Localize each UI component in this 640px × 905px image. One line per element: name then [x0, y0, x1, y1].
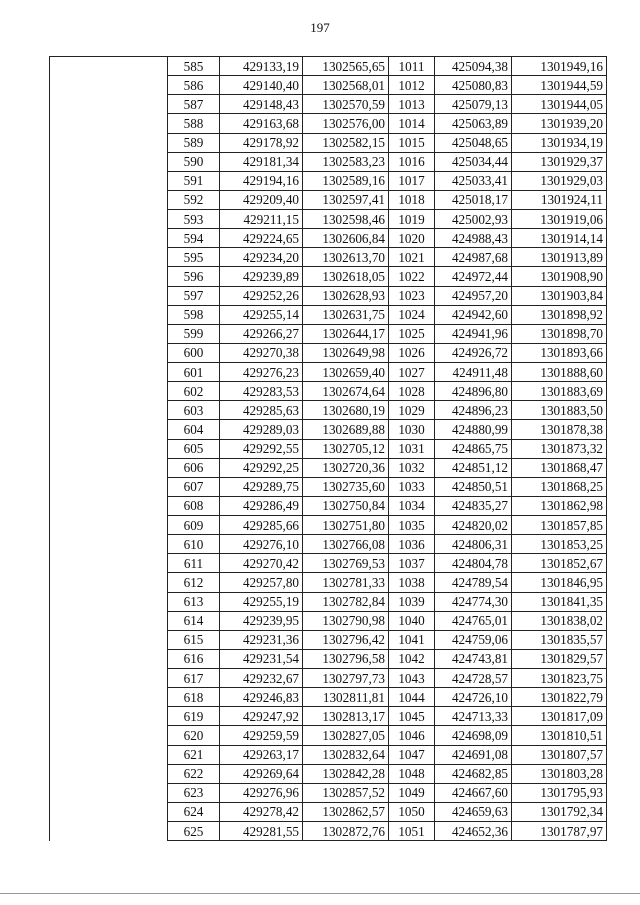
- point-number-cell: 585: [168, 57, 220, 76]
- point-number-cell: 1020: [389, 229, 435, 248]
- y-coordinate-cell: 1301835,57: [512, 630, 607, 649]
- point-number-cell: 619: [168, 707, 220, 726]
- x-coordinate-cell: 424972,44: [435, 267, 512, 286]
- y-coordinate-cell: 1301883,50: [512, 401, 607, 420]
- x-coordinate-cell: 429276,10: [220, 535, 303, 554]
- x-coordinate-cell: 424942,60: [435, 305, 512, 324]
- point-number-cell: 603: [168, 401, 220, 420]
- x-coordinate-cell: 429292,25: [220, 458, 303, 477]
- y-coordinate-cell: 1302589,16: [303, 171, 389, 190]
- point-number-cell: 605: [168, 439, 220, 458]
- y-coordinate-cell: 1302597,41: [303, 190, 389, 209]
- y-coordinate-cell: 1301929,03: [512, 171, 607, 190]
- x-coordinate-cell: 425094,38: [435, 57, 512, 76]
- y-coordinate-cell: 1302832,64: [303, 745, 389, 764]
- y-coordinate-cell: 1302659,40: [303, 363, 389, 382]
- y-coordinate-cell: 1302811,81: [303, 688, 389, 707]
- y-coordinate-cell: 1302570,59: [303, 95, 389, 114]
- empty-left-cell: [50, 57, 168, 841]
- point-number-cell: 1016: [389, 152, 435, 171]
- y-coordinate-cell: 1302598,46: [303, 210, 389, 229]
- y-coordinate-cell: 1301838,02: [512, 611, 607, 630]
- y-coordinate-cell: 1302750,84: [303, 496, 389, 515]
- y-coordinate-cell: 1302568,01: [303, 76, 389, 95]
- y-coordinate-cell: 1301803,28: [512, 764, 607, 783]
- x-coordinate-cell: 429178,92: [220, 133, 303, 152]
- point-number-cell: 591: [168, 171, 220, 190]
- x-coordinate-cell: 424896,23: [435, 401, 512, 420]
- y-coordinate-cell: 1301868,47: [512, 458, 607, 477]
- y-coordinate-cell: 1302565,65: [303, 57, 389, 76]
- point-number-cell: 1021: [389, 248, 435, 267]
- y-coordinate-cell: 1302796,58: [303, 649, 389, 668]
- point-number-cell: 1051: [389, 822, 435, 841]
- x-coordinate-cell: 424850,51: [435, 477, 512, 496]
- x-coordinate-cell: 424691,08: [435, 745, 512, 764]
- x-coordinate-cell: 429276,23: [220, 363, 303, 382]
- point-number-cell: 623: [168, 783, 220, 802]
- x-coordinate-cell: 425018,17: [435, 190, 512, 209]
- x-coordinate-cell: 424726,10: [435, 688, 512, 707]
- point-number-cell: 586: [168, 76, 220, 95]
- y-coordinate-cell: 1301795,93: [512, 783, 607, 802]
- x-coordinate-cell: 429289,75: [220, 477, 303, 496]
- y-coordinate-cell: 1302782,84: [303, 592, 389, 611]
- x-coordinate-cell: 424728,57: [435, 669, 512, 688]
- x-coordinate-cell: 424682,85: [435, 764, 512, 783]
- x-coordinate-cell: 429278,42: [220, 802, 303, 821]
- x-coordinate-cell: 429252,26: [220, 286, 303, 305]
- point-number-cell: 598: [168, 305, 220, 324]
- y-coordinate-cell: 1301846,95: [512, 573, 607, 592]
- x-coordinate-cell: 429283,53: [220, 382, 303, 401]
- x-coordinate-cell: 424835,27: [435, 496, 512, 515]
- x-coordinate-cell: 429148,43: [220, 95, 303, 114]
- x-coordinate-cell: 429289,03: [220, 420, 303, 439]
- x-coordinate-cell: 425079,13: [435, 95, 512, 114]
- x-coordinate-cell: 429209,40: [220, 190, 303, 209]
- x-coordinate-cell: 429224,65: [220, 229, 303, 248]
- point-number-cell: 1049: [389, 783, 435, 802]
- y-coordinate-cell: 1301878,38: [512, 420, 607, 439]
- x-coordinate-cell: 424820,02: [435, 516, 512, 535]
- x-coordinate-cell: 429270,42: [220, 554, 303, 573]
- point-number-cell: 604: [168, 420, 220, 439]
- x-coordinate-cell: 424941,96: [435, 324, 512, 343]
- point-number-cell: 612: [168, 573, 220, 592]
- x-coordinate-cell: 424880,99: [435, 420, 512, 439]
- x-coordinate-cell: 429281,55: [220, 822, 303, 841]
- y-coordinate-cell: 1302649,98: [303, 343, 389, 362]
- point-number-cell: 602: [168, 382, 220, 401]
- x-coordinate-cell: 424659,63: [435, 802, 512, 821]
- y-coordinate-cell: 1301944,05: [512, 95, 607, 114]
- y-coordinate-cell: 1302705,12: [303, 439, 389, 458]
- point-number-cell: 1019: [389, 210, 435, 229]
- x-coordinate-cell: 424988,43: [435, 229, 512, 248]
- y-coordinate-cell: 1301913,89: [512, 248, 607, 267]
- y-coordinate-cell: 1302842,28: [303, 764, 389, 783]
- y-coordinate-cell: 1301883,69: [512, 382, 607, 401]
- y-coordinate-cell: 1301841,35: [512, 592, 607, 611]
- point-number-cell: 595: [168, 248, 220, 267]
- y-coordinate-cell: 1302766,08: [303, 535, 389, 554]
- x-coordinate-cell: 429270,38: [220, 343, 303, 362]
- point-number-cell: 625: [168, 822, 220, 841]
- y-coordinate-cell: 1302862,57: [303, 802, 389, 821]
- x-coordinate-cell: 425080,83: [435, 76, 512, 95]
- point-number-cell: 601: [168, 363, 220, 382]
- x-coordinate-cell: 429259,59: [220, 726, 303, 745]
- y-coordinate-cell: 1302582,15: [303, 133, 389, 152]
- y-coordinate-cell: 1302674,64: [303, 382, 389, 401]
- point-number-cell: 1013: [389, 95, 435, 114]
- y-coordinate-cell: 1301944,59: [512, 76, 607, 95]
- x-coordinate-cell: 424667,60: [435, 783, 512, 802]
- point-number-cell: 597: [168, 286, 220, 305]
- point-number-cell: 610: [168, 535, 220, 554]
- x-coordinate-cell: 424713,33: [435, 707, 512, 726]
- point-number-cell: 611: [168, 554, 220, 573]
- point-number-cell: 1047: [389, 745, 435, 764]
- y-coordinate-cell: 1302618,05: [303, 267, 389, 286]
- point-number-cell: 593: [168, 210, 220, 229]
- x-coordinate-cell: 425033,41: [435, 171, 512, 190]
- y-coordinate-cell: 1302689,88: [303, 420, 389, 439]
- y-coordinate-cell: 1301823,75: [512, 669, 607, 688]
- point-number-cell: 600: [168, 343, 220, 362]
- x-coordinate-cell: 429246,83: [220, 688, 303, 707]
- x-coordinate-cell: 424865,75: [435, 439, 512, 458]
- point-number-cell: 590: [168, 152, 220, 171]
- point-number-cell: 1035: [389, 516, 435, 535]
- y-coordinate-cell: 1302872,76: [303, 822, 389, 841]
- y-coordinate-cell: 1301787,97: [512, 822, 607, 841]
- point-number-cell: 1033: [389, 477, 435, 496]
- x-coordinate-cell: 429255,14: [220, 305, 303, 324]
- y-coordinate-cell: 1301822,79: [512, 688, 607, 707]
- y-coordinate-cell: 1302751,80: [303, 516, 389, 535]
- x-coordinate-cell: 429181,34: [220, 152, 303, 171]
- point-number-cell: 587: [168, 95, 220, 114]
- y-coordinate-cell: 1301898,70: [512, 324, 607, 343]
- x-coordinate-cell: 425048,65: [435, 133, 512, 152]
- y-coordinate-cell: 1302583,23: [303, 152, 389, 171]
- point-number-cell: 609: [168, 516, 220, 535]
- point-number-cell: 1024: [389, 305, 435, 324]
- y-coordinate-cell: 1301857,85: [512, 516, 607, 535]
- point-number-cell: 1043: [389, 669, 435, 688]
- x-coordinate-cell: 429257,80: [220, 573, 303, 592]
- point-number-cell: 1030: [389, 420, 435, 439]
- x-coordinate-cell: 429163,68: [220, 114, 303, 133]
- x-coordinate-cell: 424789,54: [435, 573, 512, 592]
- x-coordinate-cell: 424774,30: [435, 592, 512, 611]
- x-coordinate-cell: 425002,93: [435, 210, 512, 229]
- point-number-cell: 1018: [389, 190, 435, 209]
- x-coordinate-cell: 425063,89: [435, 114, 512, 133]
- y-coordinate-cell: 1302797,73: [303, 669, 389, 688]
- x-coordinate-cell: 429255,19: [220, 592, 303, 611]
- y-coordinate-cell: 1301903,84: [512, 286, 607, 305]
- x-coordinate-cell: 429239,95: [220, 611, 303, 630]
- point-number-cell: 1036: [389, 535, 435, 554]
- point-number-cell: 613: [168, 592, 220, 611]
- y-coordinate-cell: 1301919,06: [512, 210, 607, 229]
- point-number-cell: 1022: [389, 267, 435, 286]
- y-coordinate-cell: 1301852,67: [512, 554, 607, 573]
- x-coordinate-cell: 424851,12: [435, 458, 512, 477]
- y-coordinate-cell: 1302813,17: [303, 707, 389, 726]
- y-coordinate-cell: 1301810,51: [512, 726, 607, 745]
- point-number-cell: 1014: [389, 114, 435, 133]
- point-number-cell: 606: [168, 458, 220, 477]
- x-coordinate-cell: 429285,63: [220, 401, 303, 420]
- point-number-cell: 615: [168, 630, 220, 649]
- point-number-cell: 1037: [389, 554, 435, 573]
- y-coordinate-cell: 1301893,66: [512, 343, 607, 362]
- table-row: [50, 57, 607, 76]
- point-number-cell: 1039: [389, 592, 435, 611]
- point-number-cell: 607: [168, 477, 220, 496]
- point-number-cell: 1011: [389, 57, 435, 76]
- y-coordinate-cell: 1302613,70: [303, 248, 389, 267]
- x-coordinate-cell: 424987,68: [435, 248, 512, 267]
- x-coordinate-cell: 424743,81: [435, 649, 512, 668]
- y-coordinate-cell: 1301898,92: [512, 305, 607, 324]
- y-coordinate-cell: 1302827,05: [303, 726, 389, 745]
- y-coordinate-cell: 1301862,98: [512, 496, 607, 515]
- point-number-cell: 1026: [389, 343, 435, 362]
- point-number-cell: 1028: [389, 382, 435, 401]
- x-coordinate-cell: 429269,64: [220, 764, 303, 783]
- y-coordinate-cell: 1301914,14: [512, 229, 607, 248]
- point-number-cell: 1017: [389, 171, 435, 190]
- point-number-cell: 1023: [389, 286, 435, 305]
- x-coordinate-cell: 429194,16: [220, 171, 303, 190]
- point-number-cell: 616: [168, 649, 220, 668]
- x-coordinate-cell: 424911,48: [435, 363, 512, 382]
- y-coordinate-cell: 1301929,37: [512, 152, 607, 171]
- x-coordinate-cell: 424957,20: [435, 286, 512, 305]
- y-coordinate-cell: 1302857,52: [303, 783, 389, 802]
- y-coordinate-cell: 1302790,98: [303, 611, 389, 630]
- y-coordinate-cell: 1302680,19: [303, 401, 389, 420]
- point-number-cell: 1046: [389, 726, 435, 745]
- y-coordinate-cell: 1302781,33: [303, 573, 389, 592]
- x-coordinate-cell: 424896,80: [435, 382, 512, 401]
- point-number-cell: 617: [168, 669, 220, 688]
- point-number-cell: 1042: [389, 649, 435, 668]
- x-coordinate-cell: 429276,96: [220, 783, 303, 802]
- point-number-cell: 1027: [389, 363, 435, 382]
- x-coordinate-cell: 429231,54: [220, 649, 303, 668]
- x-coordinate-cell: 424759,06: [435, 630, 512, 649]
- point-number-cell: 614: [168, 611, 220, 630]
- point-number-cell: 624: [168, 802, 220, 821]
- x-coordinate-cell: 429285,66: [220, 516, 303, 535]
- y-coordinate-cell: 1301853,25: [512, 535, 607, 554]
- point-number-cell: 589: [168, 133, 220, 152]
- x-coordinate-cell: 425034,44: [435, 152, 512, 171]
- point-number-cell: 596: [168, 267, 220, 286]
- point-number-cell: 592: [168, 190, 220, 209]
- point-number-cell: 1040: [389, 611, 435, 630]
- y-coordinate-cell: 1302606,84: [303, 229, 389, 248]
- point-number-cell: 1041: [389, 630, 435, 649]
- coordinates-table: [49, 56, 607, 841]
- y-coordinate-cell: 1302796,42: [303, 630, 389, 649]
- point-number-cell: 621: [168, 745, 220, 764]
- bottom-rule: [0, 893, 640, 894]
- point-number-cell: 1038: [389, 573, 435, 592]
- y-coordinate-cell: 1301934,19: [512, 133, 607, 152]
- point-number-cell: 1031: [389, 439, 435, 458]
- x-coordinate-cell: 429234,20: [220, 248, 303, 267]
- y-coordinate-cell: 1301792,34: [512, 802, 607, 821]
- point-number-cell: 1015: [389, 133, 435, 152]
- point-number-cell: 1044: [389, 688, 435, 707]
- point-number-cell: 1048: [389, 764, 435, 783]
- x-coordinate-cell: 424765,01: [435, 611, 512, 630]
- y-coordinate-cell: 1302631,75: [303, 305, 389, 324]
- x-coordinate-cell: 424652,36: [435, 822, 512, 841]
- point-number-cell: 608: [168, 496, 220, 515]
- y-coordinate-cell: 1301807,57: [512, 745, 607, 764]
- x-coordinate-cell: 429211,15: [220, 210, 303, 229]
- x-coordinate-cell: 429292,55: [220, 439, 303, 458]
- y-coordinate-cell: 1302720,36: [303, 458, 389, 477]
- coordinates-table-body: [50, 57, 607, 841]
- x-coordinate-cell: 424806,31: [435, 535, 512, 554]
- y-coordinate-cell: 1302628,93: [303, 286, 389, 305]
- y-coordinate-cell: 1302769,53: [303, 554, 389, 573]
- y-coordinate-cell: 1301817,09: [512, 707, 607, 726]
- y-coordinate-cell: 1302576,00: [303, 114, 389, 133]
- x-coordinate-cell: 429232,67: [220, 669, 303, 688]
- point-number-cell: 1032: [389, 458, 435, 477]
- point-number-cell: 588: [168, 114, 220, 133]
- x-coordinate-cell: 429266,27: [220, 324, 303, 343]
- x-coordinate-cell: 429247,92: [220, 707, 303, 726]
- point-number-cell: 599: [168, 324, 220, 343]
- x-coordinate-cell: 424698,09: [435, 726, 512, 745]
- page-number: 197: [310, 20, 330, 35]
- x-coordinate-cell: 424804,78: [435, 554, 512, 573]
- y-coordinate-cell: 1302735,60: [303, 477, 389, 496]
- y-coordinate-cell: 1301908,90: [512, 267, 607, 286]
- x-coordinate-cell: 429133,19: [220, 57, 303, 76]
- y-coordinate-cell: 1301949,16: [512, 57, 607, 76]
- point-number-cell: 1029: [389, 401, 435, 420]
- x-coordinate-cell: 429140,40: [220, 76, 303, 95]
- x-coordinate-cell: 424926,72: [435, 343, 512, 362]
- point-number-cell: 1025: [389, 324, 435, 343]
- point-number-cell: 1034: [389, 496, 435, 515]
- y-coordinate-cell: 1302644,17: [303, 324, 389, 343]
- point-number-cell: 622: [168, 764, 220, 783]
- point-number-cell: 620: [168, 726, 220, 745]
- point-number-cell: 1050: [389, 802, 435, 821]
- y-coordinate-cell: 1301868,25: [512, 477, 607, 496]
- x-coordinate-cell: 429239,89: [220, 267, 303, 286]
- x-coordinate-cell: 429263,17: [220, 745, 303, 764]
- x-coordinate-cell: 429286,49: [220, 496, 303, 515]
- y-coordinate-cell: 1301829,57: [512, 649, 607, 668]
- point-number-cell: 1045: [389, 707, 435, 726]
- point-number-cell: 1012: [389, 76, 435, 95]
- y-coordinate-cell: 1301924,11: [512, 190, 607, 209]
- coordinates-table-wrapper: [49, 56, 607, 841]
- y-coordinate-cell: 1301939,20: [512, 114, 607, 133]
- point-number-cell: 594: [168, 229, 220, 248]
- y-coordinate-cell: 1301873,32: [512, 439, 607, 458]
- x-coordinate-cell: 429231,36: [220, 630, 303, 649]
- y-coordinate-cell: 1301888,60: [512, 363, 607, 382]
- point-number-cell: 618: [168, 688, 220, 707]
